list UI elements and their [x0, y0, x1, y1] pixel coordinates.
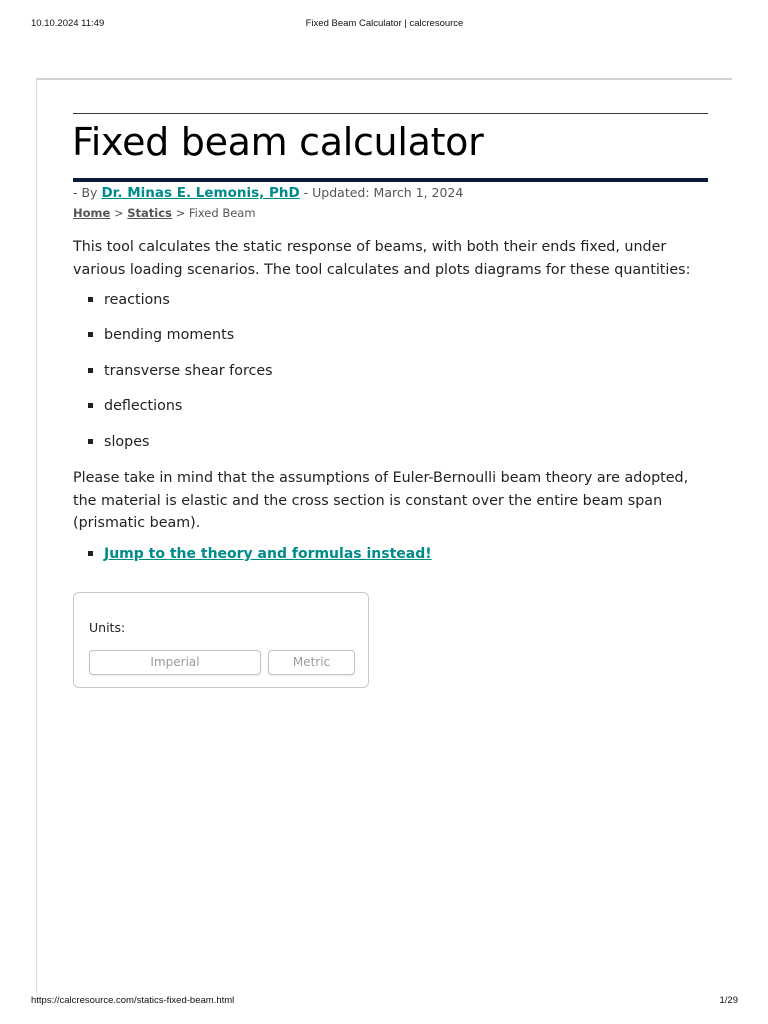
- print-header: [31, 18, 738, 30]
- list-item: deflections: [73, 396, 273, 431]
- theory-link-list: [73, 544, 432, 579]
- updated-date: - Updated: March 1, 2024: [299, 185, 464, 200]
- metric-button[interactable]: Metric: [268, 650, 355, 675]
- page-title: Fixed beam calculator: [72, 120, 484, 164]
- breadcrumb-statics-link[interactable]: Statics: [127, 206, 172, 220]
- print-footer: [31, 995, 738, 1007]
- print-datetime: 10.10.2024 11:49: [31, 18, 105, 29]
- breadcrumb-separator: >: [110, 206, 128, 220]
- imperial-button[interactable]: Imperial: [89, 650, 261, 675]
- page-top-divider: [37, 78, 732, 80]
- list-item: transverse shear forces: [73, 361, 273, 396]
- list-item: [73, 544, 432, 579]
- breadcrumb-current: Fixed Beam: [188, 206, 256, 220]
- print-page-number: 1/29: [719, 995, 738, 1006]
- intro-paragraph: This tool calculates the static response of beams, with both their ends fixed, under various loading scenarios. The tool calculates and plots diagrams for these quantities:: [73, 239, 691, 278]
- breadcrumb: [73, 206, 256, 220]
- byline: [73, 185, 463, 201]
- units-label: Units:: [89, 620, 126, 635]
- list-item: reactions: [73, 290, 273, 325]
- title-bottom-divider: [73, 178, 708, 182]
- author-link[interactable]: Dr. Minas E. Lemonis, PhD: [101, 185, 300, 201]
- list-item: bending moments: [73, 325, 273, 360]
- units-panel: [73, 592, 369, 688]
- title-top-divider: [73, 113, 708, 114]
- print-url: https://calcresource.com/statics-fixed-beam.html: [31, 995, 235, 1006]
- assumptions-paragraph: Please take in mind that the assumptions of Euler-Bernoulli beam theory are adopted, the material is elastic and the cross section is constant over the entire beam span (prismatic beam).: [73, 470, 689, 531]
- breadcrumb-home-link[interactable]: Home: [73, 206, 111, 220]
- theory-link[interactable]: Jump to the theory and formulas instead!: [104, 546, 432, 562]
- byline-prefix: - By: [73, 185, 102, 200]
- breadcrumb-separator: >: [171, 206, 189, 220]
- list-item: slopes: [73, 432, 273, 467]
- quantities-list: [73, 290, 273, 467]
- print-page-title: Fixed Beam Calculator | calcresource: [305, 18, 464, 29]
- page-left-divider: [36, 78, 37, 993]
